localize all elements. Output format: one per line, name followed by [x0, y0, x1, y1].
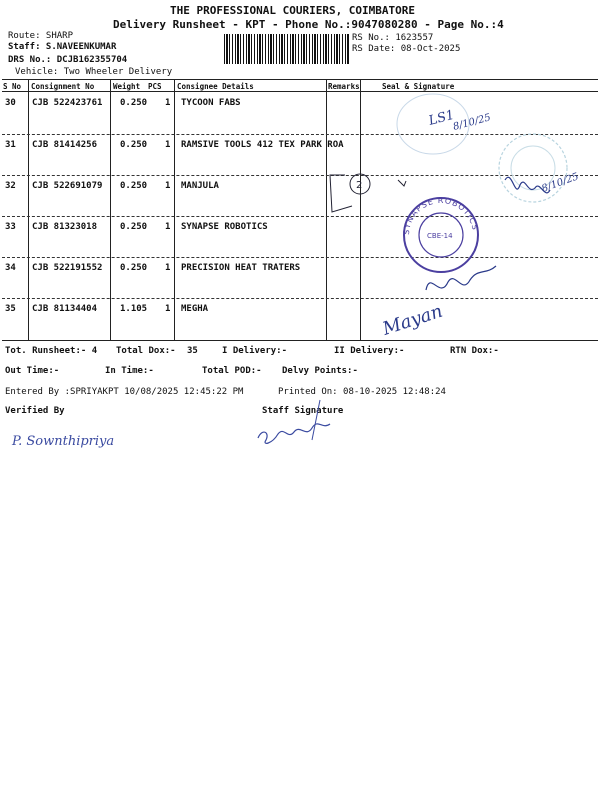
route-label: Route: SHARP — [8, 31, 74, 41]
stamp-center: CBE-14 — [427, 232, 453, 240]
cell-sno: 35 — [5, 304, 16, 314]
col-header-remarks: Remarks — [328, 82, 360, 91]
rs-number: RS No.: 1623557 — [352, 33, 434, 43]
cell-sno: 30 — [5, 98, 16, 108]
cell-consignee: RAMSIVE TOOLS 412 TEX PARK ROA — [181, 140, 344, 150]
cell-consignment: CJB 81323018 — [32, 222, 98, 232]
total-dox-value: 35 — [187, 346, 198, 356]
cell-sno: 31 — [5, 140, 16, 150]
total-dox-label: Total Dox:- — [116, 346, 176, 356]
cell-consignment: CJB 522191552 — [32, 263, 103, 273]
row34-signature — [426, 266, 496, 290]
vehicle-label: Vehicle: Two Wheeler Delivery — [15, 67, 173, 77]
remark-number: 2 — [356, 180, 363, 191]
in-time: In Time:- — [105, 366, 154, 376]
cell-pcs: 1 — [165, 222, 171, 232]
cell-weight: 0.250 — [120, 263, 148, 273]
cell-consignment: CJB 81414256 — [32, 140, 98, 150]
verified-by-label: Verified By — [5, 406, 65, 416]
cell-consignee: SYNAPSE ROBOTICS — [181, 222, 268, 232]
stamp-text: SYNAPSE ROBOTICS — [401, 195, 480, 236]
col-header-sno: S No — [3, 82, 22, 91]
cell-consignee: MEGHA — [181, 304, 209, 314]
printed-on: Printed On: 08-10-2025 12:48:24 — [278, 387, 446, 397]
cell-pcs: 1 — [165, 304, 171, 314]
staff-signature — [258, 424, 330, 444]
cell-pcs: 1 — [165, 98, 171, 108]
cell-consignment: CJB 522423761 — [32, 98, 103, 108]
row30-note: LS1 — [427, 107, 456, 129]
row32-date: 8/10/25 — [540, 171, 581, 195]
ii-delivery: II Delivery:- — [334, 346, 405, 356]
verifier-signature: P. Sownthipriya — [12, 434, 115, 449]
cell-weight: 0.250 — [120, 222, 148, 232]
staff-signature-stroke — [312, 400, 320, 440]
tick-mark — [398, 180, 406, 186]
cell-sno: 34 — [5, 263, 16, 273]
cell-weight: 0.250 — [120, 98, 148, 108]
col-header-pcs: PCS — [148, 82, 162, 91]
cell-pcs: 1 — [165, 263, 171, 273]
col-header-consignee: Consignee Details — [177, 82, 254, 91]
row35-signature: Mayan — [380, 300, 446, 340]
staff-label: Staff: S.NAVEENKUMAR — [8, 42, 117, 52]
tot-runsheet: Tot. Runsheet:- 4 — [5, 346, 98, 356]
cell-consignee: PRECISION HEAT TRATERS — [181, 263, 301, 273]
cell-weight: 1.105 — [120, 304, 148, 314]
cell-consignment: CJB 522691079 — [32, 181, 103, 191]
cell-sno: 33 — [5, 222, 16, 232]
cell-consignee: TYCOON FABS — [181, 98, 241, 108]
drs-number: DRS No.: DCJB162355704 — [8, 55, 128, 65]
i-delivery: I Delivery:- — [222, 346, 288, 356]
col-header-weight: Weight — [113, 82, 141, 91]
col-header-consignment: Consignment No — [31, 82, 95, 91]
company-title: THE PROFESSIONAL COURIERS, COIMBATORE — [170, 4, 416, 17]
cell-sno: 32 — [5, 181, 16, 191]
cell-pcs: 1 — [165, 140, 171, 150]
col-header-seal: Seal & Signature — [382, 82, 455, 91]
cell-consignee: MANJULA — [181, 181, 219, 191]
out-time: Out Time:- — [5, 366, 60, 376]
cell-weight: 0.250 — [120, 140, 148, 150]
cell-weight: 0.250 — [120, 181, 148, 191]
cell-pcs: 1 — [165, 181, 171, 191]
total-pod: Total POD:- — [202, 366, 262, 376]
remark-stroke — [330, 175, 352, 212]
row30-date: 8/10/25 — [451, 112, 493, 133]
rs-date: RS Date: 08-Oct-2025 — [352, 44, 461, 54]
faint-stamp-circle — [499, 134, 567, 202]
staff-signature-label: Staff Signature — [262, 406, 344, 416]
delvy-points: Delvy Points:- — [282, 366, 358, 376]
cell-consignment: CJB 81134404 — [32, 304, 98, 314]
runsheet-title: Delivery Runsheet - KPT - Phone No.:9047080280 - Page No.:4 — [113, 18, 504, 31]
entered-by: Entered By :SPRIYAKPT 10/08/2025 12:45:22 PM — [5, 387, 244, 397]
rtn-dox: RTN Dox:- — [450, 346, 499, 356]
